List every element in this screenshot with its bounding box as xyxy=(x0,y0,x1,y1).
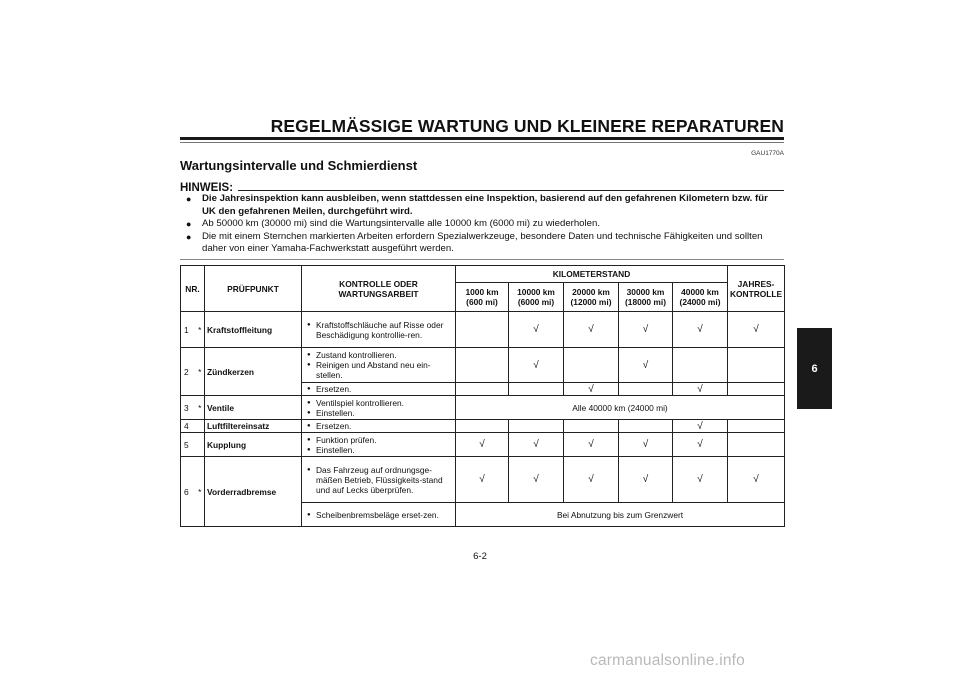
interval-cell xyxy=(509,383,564,396)
bullet-icon: ● xyxy=(186,219,192,229)
check-item: Ventile xyxy=(205,396,302,420)
check-mark: √ xyxy=(564,383,619,396)
bullet-icon: ● xyxy=(186,194,192,204)
check-mark: √ xyxy=(509,457,564,503)
interval-cell xyxy=(456,312,509,348)
header-km-4: 30000 km (18000 mi) xyxy=(619,283,673,312)
table-row xyxy=(181,396,785,420)
action-cell xyxy=(302,420,456,433)
check-mark: √ xyxy=(673,420,728,433)
action-item: ● Reinigen und Abstand neu ein-stellen. xyxy=(316,360,453,380)
check-mark: √ xyxy=(509,433,564,457)
notes-divider xyxy=(180,259,784,260)
check-item: Zündkerzen xyxy=(205,348,302,396)
check-mark: √ xyxy=(564,433,619,457)
action-cell xyxy=(302,433,456,457)
header-action: KONTROLLE ODER WARTUNGSARBEIT xyxy=(302,266,456,312)
check-item: Kraftstoffleitung xyxy=(205,312,302,348)
table-row xyxy=(181,420,785,433)
action-item: ● Einstellen. xyxy=(316,445,453,455)
header-km-2: 10000 km (6000 mi) xyxy=(509,283,564,312)
action-cell xyxy=(302,396,456,420)
check-mark: √ xyxy=(619,312,673,348)
document-code: GAU1770A xyxy=(751,150,784,157)
check-mark: √ xyxy=(673,312,728,348)
action-cell xyxy=(302,457,456,503)
header-km-group: KILOMETERSTAND xyxy=(456,266,728,283)
check-mark: √ xyxy=(673,457,728,503)
row-number: 1 xyxy=(181,312,196,348)
header-km-5: 40000 km (24000 mi) xyxy=(673,283,728,312)
action-item: ● Ventilspiel kontrollieren. xyxy=(316,398,453,408)
watermark: carmanualsonline.info xyxy=(590,652,745,669)
action-item: ● Einstellen. xyxy=(316,408,453,418)
check-mark: √ xyxy=(509,312,564,348)
table-row xyxy=(181,457,785,503)
header-km-1: 1000 km (600 mi) xyxy=(456,283,509,312)
interval-cell xyxy=(728,348,785,383)
row-number: 5 xyxy=(181,433,196,457)
action-item: ● Zustand kontrollieren. xyxy=(316,350,453,360)
header-nr: NR. xyxy=(181,266,205,312)
page-number: 6-2 xyxy=(473,551,487,562)
action-cell xyxy=(302,312,456,348)
hinweis-label: HINWEIS: xyxy=(180,182,236,194)
action-item: ● Ersetzen. xyxy=(316,384,453,394)
check-mark: √ xyxy=(564,457,619,503)
check-mark: √ xyxy=(564,312,619,348)
row-number: 4 xyxy=(181,420,196,433)
check-mark: √ xyxy=(619,457,673,503)
note-item: ● Die Jahresinspektion kann ausbleiben, wenn stattdessen eine Inspektion, basierend auf den gefahrenen Kilometern bzw. für UK den gefahrenen Meilen, durchgeführt wird. xyxy=(186,193,768,217)
check-mark: √ xyxy=(509,348,564,383)
interval-cell xyxy=(564,420,619,433)
interval-cell xyxy=(728,433,785,457)
interval-cell xyxy=(564,348,619,383)
header-rule-thin xyxy=(180,142,784,143)
interval-cell xyxy=(456,420,509,433)
action-cell xyxy=(302,348,456,383)
action-item: ● Scheibenbremsbeläge erset-zen. xyxy=(316,510,453,520)
interval-cell xyxy=(619,383,673,396)
check-item: Kupplung xyxy=(205,433,302,457)
special-tool-star: * xyxy=(196,348,205,396)
action-item: ● Das Fahrzeug auf ordnungsge-mäßen Betrieb, Flüssigkeits-stand und auf Lecks überprüfen. xyxy=(316,465,453,495)
interval-cell xyxy=(456,383,509,396)
page-header-title: REGELMÄSSIGE WARTUNG UND KLEINERE REPARATUREN xyxy=(270,116,784,136)
special-tool-star: * xyxy=(196,396,205,420)
check-mark: √ xyxy=(673,383,728,396)
bullet-icon: ● xyxy=(186,231,192,242)
check-mark: √ xyxy=(728,312,785,348)
table-row xyxy=(181,433,785,457)
notes-list xyxy=(186,193,784,256)
action-item: ● Funktion prüfen. xyxy=(316,435,453,445)
check-item: Luftfiltereinsatz xyxy=(205,420,302,433)
check-mark: √ xyxy=(673,433,728,457)
note-item: ● Ab 50000 km (30000 mi) sind die Wartungsintervalle alle 10000 km (6000 mi) zu wiederholen. xyxy=(186,218,600,229)
header-km-3: 20000 km (12000 mi) xyxy=(564,283,619,312)
note-item: ● Die mit einem Sternchen markierten Arbeiten erfordern Spezialwerkzeuge, besondere Daten und technische Fähigkeiten und sollten daher von einer Yamaha-Fachwerkstatt ausgeführt werden. xyxy=(186,230,763,254)
interval-cell xyxy=(728,383,785,396)
action-cell xyxy=(302,383,456,396)
interval-note: Alle 40000 km (24000 mi) xyxy=(456,396,785,420)
section-title: Wartungsintervalle und Schmierdienst xyxy=(180,158,418,173)
hinweis-heading xyxy=(180,178,784,192)
interval-cell xyxy=(456,348,509,383)
interval-cell xyxy=(619,420,673,433)
interval-cell xyxy=(728,420,785,433)
hinweis-underline xyxy=(238,190,784,191)
table-row xyxy=(181,312,785,348)
interval-note: Bei Abnutzung bis zum Grenzwert xyxy=(456,503,785,527)
action-cell xyxy=(302,503,456,527)
special-tool-star: * xyxy=(196,312,205,348)
interval-cell xyxy=(509,420,564,433)
check-mark: √ xyxy=(456,457,509,503)
star-empty xyxy=(196,433,205,457)
interval-cell xyxy=(673,348,728,383)
check-mark: √ xyxy=(619,433,673,457)
row-number: 2 xyxy=(181,348,196,396)
check-mark: √ xyxy=(456,433,509,457)
maintenance-table xyxy=(180,265,785,527)
chapter-tab: 6 xyxy=(797,328,832,409)
check-item: Vorderradbremse xyxy=(205,457,302,527)
row-number: 6 xyxy=(181,457,196,527)
special-tool-star: * xyxy=(196,457,205,527)
check-mark: √ xyxy=(619,348,673,383)
table-row xyxy=(181,348,785,383)
check-mark: √ xyxy=(728,457,785,503)
header-item: PRÜFPUNKT xyxy=(205,266,302,312)
action-item: ● Kraftstoffschläuche auf Risse oder Beschädigung kontrollie-ren. xyxy=(316,320,453,340)
header-annual: JAHRES-KONTROLLE xyxy=(728,266,785,312)
star-empty xyxy=(196,420,205,433)
header-rule xyxy=(180,137,784,140)
row-number: 3 xyxy=(181,396,196,420)
action-item: ● Ersetzen. xyxy=(316,421,453,431)
